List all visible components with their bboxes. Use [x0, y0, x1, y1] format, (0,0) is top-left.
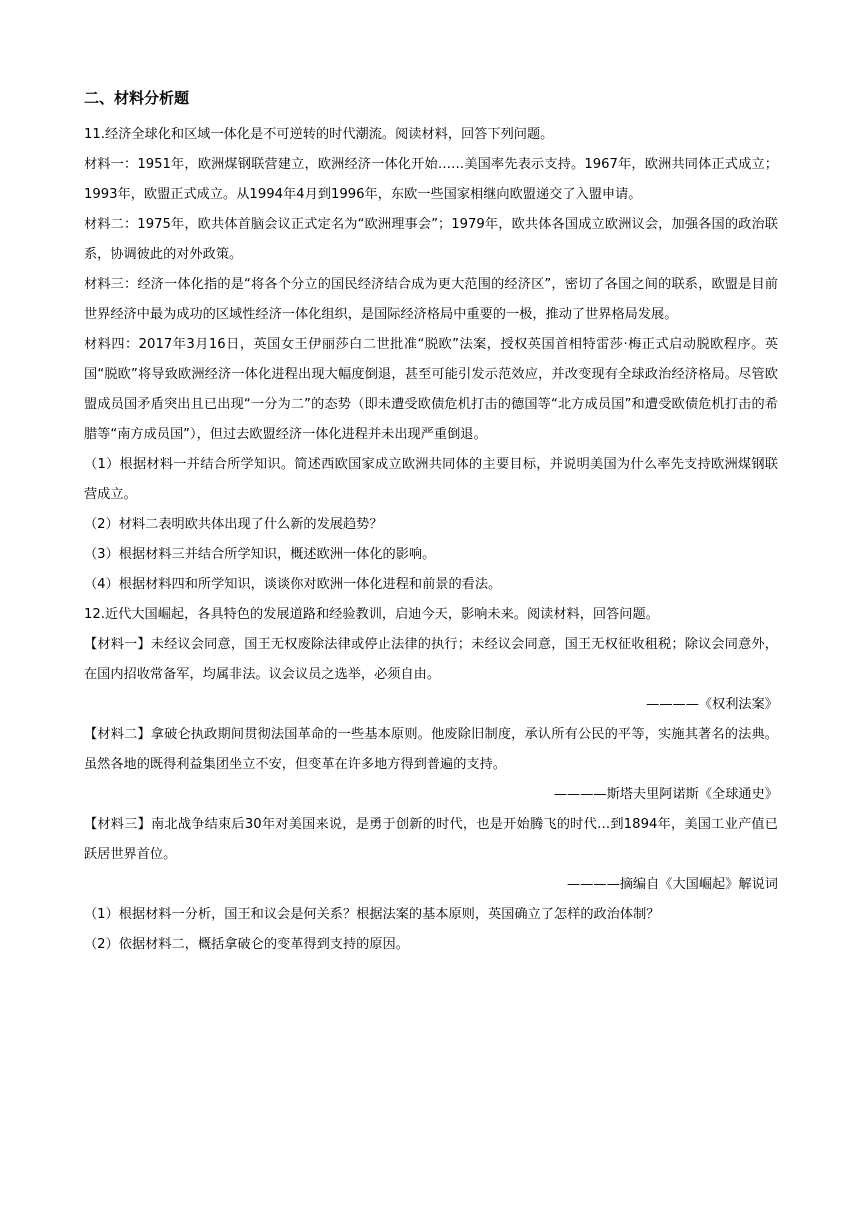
q11-material-2: 材料二：1975年，欧共体首脑会议正式定名为“欧洲理事会”；1979年，欧共体各国成立欧洲议会，加强各国的政治联系，协调彼此的对外政策。	[84, 217, 778, 262]
q11-subquestion-2: （2）材料二表明欧共体出现了什么新的发展趋势？	[84, 517, 383, 532]
q12-source-2: ————斯塔夫里阿诺斯《全球通史》	[553, 787, 778, 802]
q11-material-4: 材料四：2017年3月16日，英国女王伊丽莎白二世批准“脱欧”法案，授权英国首相特雷莎·梅正式启动脱欧程序。英国“脱欧”将导致欧洲经济一体化进程出现大幅度倒退，甚至可能引发示范效应，并改变现有全球政治经济格局。尽管欧盟成员国矛盾突出且已出现“一分为二”的态势（即未遭受欧债危机打击的德国等“北方成员国”和遭受欧债危机打击的希腊等“南方成员国”），但过去欧盟经济一体化进程并未出现严重倒退。	[84, 337, 778, 442]
q12-source-1: ————《权利法案》	[646, 697, 778, 712]
q11-material-1: 材料一：1951年，欧洲煤钢联营建立，欧洲经济一体化开始……美国率先表示支持。1967年，欧洲共同体正式成立；1993年，欧盟正式成立。从1994年4月到1996年，东欧一些国家相继向欧盟递交了入盟申请。	[84, 157, 778, 202]
q11-subquestion-4: （4）根据材料四和所学知识，谈谈你对欧洲一体化进程和前景的看法。	[84, 577, 502, 592]
q11-subquestion-1: （1）根据材料一并结合所学知识。简述西欧国家成立欧洲共同体的主要目标，并说明美国为什么率先支持欧洲煤钢联营成立。	[84, 457, 778, 502]
q12-material-3: 【材料三】南北战争结束后30年对美国来说，是勇于创新的时代，也是开始腾飞的时代…到1894年，美国工业产值已跃居世界首位。	[84, 817, 778, 862]
q11-subquestion-3: （3）根据材料三并结合所学知识，概述欧洲一体化的影响。	[84, 547, 436, 562]
section-title: 二、材料分析题	[84, 89, 190, 107]
q12-material-1: 【材料一】未经议会同意，国王无权废除法律或停止法律的执行；未经议会同意，国王无权征收租税；除议会同意外，在国内招收常备军，均属非法。议会议员之选举，必须自由。	[84, 637, 778, 682]
q12-source-3: ————摘编自《大国崛起》解说词	[567, 877, 778, 892]
q12-material-2: 【材料二】拿破仑执政期间贯彻法国革命的一些基本原则。他废除旧制度，承认所有公民的平等，实施其著名的法典。虽然各地的既得利益集团坐立不安，但变革在许多地方得到普遍的支持。	[84, 727, 778, 772]
document-page	[84, 86, 778, 960]
q12-subquestion-2: （2）依据材料二，概括拿破仑的变革得到支持的原因。	[84, 937, 409, 952]
q11-stem: 11.经济全球化和区域一体化是不可逆转的时代潮流。阅读材料，回答下列问题。	[84, 127, 554, 142]
q12-subquestion-1: （1）根据材料一分析，国王和议会是何关系？根据法案的基本原则，英国确立了怎样的政治体制？	[84, 907, 660, 922]
q11-material-3: 材料三：经济一体化指的是“将各个分立的国民经济结合成为更大范围的经济区”，密切了各国之间的联系，欧盟是目前世界经济中最为成功的区域性经济一体化组织，是国际经济格局中重要的一极，推动了世界格局发展。	[84, 277, 778, 322]
q12-stem: 12.近代大国崛起，各具特色的发展道路和经验教训，启迪今天，影响未来。阅读材料，回答问题。	[84, 607, 659, 622]
